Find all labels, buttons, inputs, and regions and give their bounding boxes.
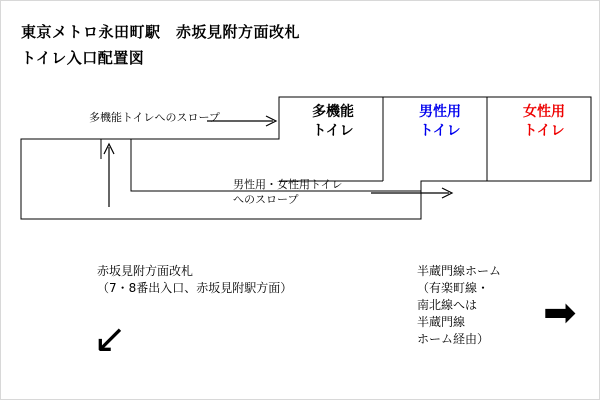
caption-right-line3: 南北線へは [417, 298, 478, 312]
caption-right-line4: 半蔵門線 [417, 315, 466, 329]
annotation-slope-to-multi: 多機能トイレへのスロープ [89, 111, 220, 124]
toilet-layout-diagram [1, 81, 600, 241]
room-label-multi-purpose-line1: 多機能 [312, 104, 354, 120]
room-label-womens [501, 103, 587, 141]
annotation-slope-to-mens-womens-line1: 男性用・女性用トイレ [233, 178, 343, 191]
caption-left-line1: 赤坂見附方面改札 [97, 264, 194, 278]
arrow-down-left-icon: ↙ [93, 316, 127, 362]
room-label-mens-line2: トイレ [419, 123, 461, 139]
caption-right-line5: ホーム経由） [417, 332, 490, 346]
page-title-line1: 東京メトロ永田町駅 赤坂見附方面改札 [21, 23, 301, 41]
room-label-womens-line1: 女性用 [523, 104, 565, 120]
room-label-multi-purpose-line2: トイレ [312, 123, 354, 139]
caption-right-line2: （有楽町線・ [417, 281, 490, 295]
room-label-multi-purpose [285, 103, 381, 141]
caption-right-line1: 半蔵門線ホーム [417, 264, 502, 278]
room-label-mens [397, 103, 483, 141]
annotation-slope-to-mens-womens-line2: へのスロープ [233, 193, 299, 206]
room-label-mens-line1: 男性用 [419, 104, 461, 120]
caption-akasakamitsuke-gate [97, 263, 292, 297]
annotation-slope-to-mens-womens [233, 177, 342, 207]
caption-hanzomon-platform [417, 263, 501, 348]
room-label-womens-line2: トイレ [523, 123, 565, 139]
caption-left-line2: （7・8番出入口、赤坂見附駅方面） [97, 281, 293, 295]
arrow-right-icon: ➡ [543, 290, 577, 336]
page-title-line2: トイレ入口配置図 [21, 49, 145, 67]
